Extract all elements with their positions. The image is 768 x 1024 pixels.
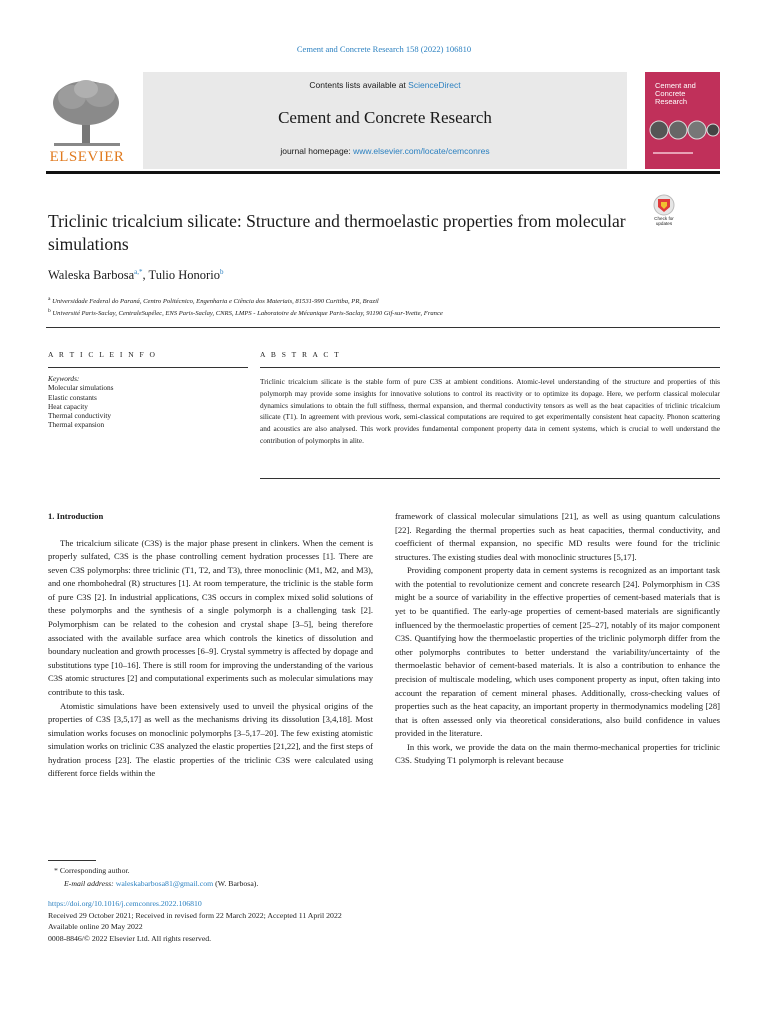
abstract-rule	[260, 367, 720, 368]
footnote-rule	[48, 860, 96, 861]
abstract-bottom-rule	[260, 478, 720, 479]
corresponding-author-note: * Corresponding author.	[54, 866, 130, 875]
section-divider	[46, 327, 720, 328]
elsevier-tree-icon	[46, 77, 128, 149]
publisher-name: ELSEVIER	[49, 149, 125, 165]
keyword-item: Elastic constants	[48, 392, 97, 402]
affiliation-mark: b	[48, 308, 51, 314]
email-link[interactable]: waleskabarbosa81@gmail.com	[115, 879, 214, 888]
email-line	[64, 879, 258, 888]
email-label: E-mail address:	[64, 879, 116, 888]
keyword-item: Thermal expansion	[48, 420, 105, 430]
homepage-line	[143, 146, 627, 156]
crossmark-label	[646, 216, 682, 226]
cover-title-line: Concrete	[655, 89, 686, 98]
homepage-link[interactable]: www.elsevier.com/locate/cemconres	[353, 146, 490, 156]
body-paragraph: Atomistic simulations have been extensively used to unveil the physical origins of the properties of C3S [3,5,17] as well as the mechanisms driving its dissolution [3,4,18]. Most simulation works focuses on monoclinic polymorphs [3–5,17–20]. The few existing atomistic simulation works on triclinic C3S analyzed the elastic properties [21,22], and the first steps of hydration process [23]. The elastic properties of the triclinic C3S were calculated using different force fields within the	[48, 700, 373, 779]
journal-citation[interactable]: Cement and Concrete Research 158 (2022) 106810	[296, 44, 472, 54]
body-paragraph: The tricalcium silicate (C3S) is the major phase present in clinkers. When the cement is properly sulfated, C3S is the phase controlling cement hydration processes [1]. There are seven C3S polymorphs: three triclinic (T1, T2, and T3), three monoclinic (M1, M2, and M3), and one rhombohedral (R) structures [1]. At room temperature, the triclinic is the stable form of pure C3S [2]. In industrial applications, C3S occurs in complex mixed solid solutions of these polymorphs and the synthesis of a single polymorph is a challenging task [2]. Polymorphism can be related to the cohesion and crystal shape [3–5], being therefore associated with the available surface area which controls the kinetics of dissolution and boundary nucleation and growth processes [6–9]. Crystal symmetry is affected by dopage and substitutions type [10–16]. There is still room for improving the understanding of the various C3S atomic structures [2] and computational experiments such as molecular simulations may contribute to this task.	[48, 537, 373, 697]
article-title: Triclinic tricalcium silicate: Structure and thermoelastic properties from molecular simulations	[48, 211, 626, 254]
keyword-item: Thermal conductivity	[48, 411, 112, 421]
author-separator: ,	[142, 268, 149, 283]
journal-title: Cement and Concrete Research	[278, 108, 492, 127]
keywords-box	[48, 374, 248, 430]
masthead	[143, 72, 627, 169]
body-paragraph: Providing component property data in cement systems is recognized as an important task with the potential to revolutionize cement and concrete research [24]. Polymorphism in C3S might be a source of variability in the effective properties of cement-based materials that is yet to be quantified. The early-age properties of cement-based materials are significantly influenced by the thermoelastic properties of cement [25–27], notably of its major component C3S. Quantifying how the thermoelastic properties of the triclinic polymorph differ from the other polymorphs contributes to better understand the variability/uncertainty of the thermoelastic behavior of cement-based materials. It is also a contribution to enhance the precision of multiscale modeling, which uses component property as input, often taking into account the reparation of cement mineral phases. Additionally, cross-checking values of properties such as the heat capacity, an important property in thermodynamics modeling [28] that is often assessed only via theoretical considerations, also build confidence in values provided in the literature.	[395, 565, 720, 739]
received-dates: Received 29 October 2021; Received in revised form 22 March 2022; Accepted 11 April 2022	[48, 910, 342, 920]
keyword-item: Heat capacity	[48, 401, 88, 411]
affiliation-mark: a	[48, 296, 51, 302]
copyright: 0008-8846/© 2022 Elsevier Ltd. All rights reserved.	[48, 933, 212, 943]
crossmark-icon	[646, 194, 682, 216]
section-heading: 1. Introduction	[48, 511, 104, 521]
crossmark-label-line: updates	[655, 221, 673, 226]
journal-cover[interactable]	[645, 72, 720, 169]
available-online: Available online 20 May 2022	[48, 922, 143, 931]
email-suffix: (W. Barbosa).	[213, 879, 259, 888]
author-affiliation-mark[interactable]: a,*	[134, 268, 143, 276]
cover-circles-icon	[645, 72, 720, 169]
affiliation-b	[48, 308, 443, 317]
doi-link[interactable]: https://doi.org/10.1016/j.cemconres.2022.106810	[48, 899, 202, 908]
crossmark-label-line: Check for	[654, 216, 674, 221]
left-column	[48, 510, 373, 781]
right-column	[395, 510, 720, 768]
header-rule	[46, 171, 720, 174]
abstract-heading: A B S T R A C T	[260, 350, 341, 359]
body-paragraph: framework of classical molecular simulations [21], as well as using quantum calculations [22]. Regarding the thermal properties such as heat capacities, thermal conductivity, and coefficient of thermal expansion, no specific MD results were found for the triclinic structures. The existing studies deal with monoclinic structures [5,17].	[395, 511, 720, 562]
author-name[interactable]: Waleska Barbosa	[48, 268, 135, 283]
body-paragraph: In this work, we provide the data on the main thermo-mechanical properties for triclinic C3S. Studying T1 polymorph is relevant because	[395, 741, 720, 766]
contents-line	[143, 80, 627, 90]
author-affiliation-mark[interactable]: b	[219, 268, 224, 276]
cover-title-line: Research	[655, 97, 688, 106]
keywords-rule	[48, 367, 248, 368]
sciencedirect-link[interactable]: ScienceDirect	[408, 80, 461, 90]
author-name[interactable]: Tulio Honorio	[148, 268, 220, 283]
check-for-updates-badge[interactable]	[646, 194, 682, 234]
contents-prefix: Contents lists available at	[309, 80, 409, 90]
publication-info	[48, 898, 342, 944]
affiliation-text: Université Paris-Saclay, CentraleSupélec, ENS Paris-Saclay, CNRS, LMPS - Laboratoire de Mécanique Paris-Saclay, 91190 Gif-sur-Yvette, France	[52, 310, 443, 318]
article-info-heading: A R T I C L E I N F O	[48, 350, 157, 359]
elsevier-logo[interactable]	[46, 77, 128, 167]
abstract-text: Triclinic tricalcium silicate is the stable form of pure C3S at ambient conditions. Atomic-level understanding of the structure and properties of this polymorph may provide some insights for innovative solutions to control its reactivity or to optimize its dopage. Here, we perform classical molecular dynamics simulations to obtain the full stiffness, thermal expansion, and thermal conductivity tensors as well as the heat capacities of triclinic tricalcium silicate (T1). In agreement with previous work, semi-classical computations are required to get experimentally consistent heat capacity. Phonon scattering and acoustics are also analysed. This work provides fundamental component property data in cement systems, which is crucial to well understand the contribution of polymorphs in alite.	[260, 377, 720, 445]
keyword-item: Molecular simulations	[48, 383, 114, 393]
keywords-label: Keywords:	[48, 374, 80, 383]
author-list	[48, 268, 223, 283]
cover-title-line: Cement and	[655, 81, 696, 90]
homepage-prefix: journal homepage:	[280, 146, 354, 156]
affiliation-text: Universidade Federal do Paraná, Centro Politécnico, Engenharia e Ciência dos Materiais, 81531-990 Curitiba, PR, Brazil	[52, 298, 379, 306]
affiliation-a	[48, 296, 379, 305]
